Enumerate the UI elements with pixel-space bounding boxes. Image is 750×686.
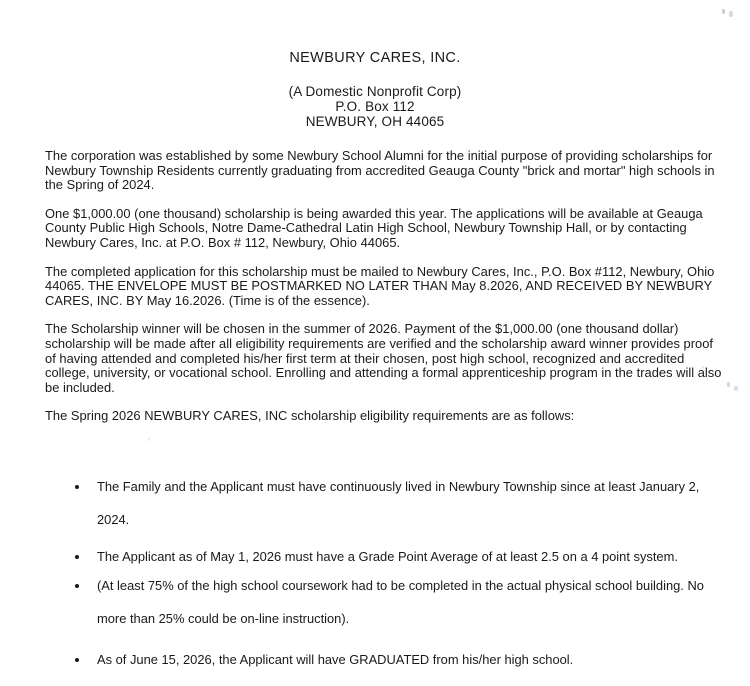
scan-artifact-speckle xyxy=(722,9,725,14)
organization-address-block xyxy=(0,84,750,130)
address-line-entity-type: (A Domestic Nonprofit Corp) xyxy=(288,84,462,99)
eligibility-requirements-list xyxy=(45,470,735,667)
list-item-label: As of June 15, 2026, the Applicant will have GRADUATED from his/her high school. xyxy=(97,651,574,667)
bullet-icon xyxy=(75,658,79,662)
list-item-label: (At least 75% of the high school coursework had to be completed in the actual physical school building. No more than 25% could be on-line instruction). xyxy=(97,577,704,626)
list-spacer xyxy=(45,536,735,550)
paragraph-eligibility-intro: The Spring 2026 NEWBURY CARES, INC scholarship eligibility requirements are as follows: xyxy=(45,408,575,424)
document-body xyxy=(45,149,725,439)
list-item xyxy=(45,470,735,536)
paragraph-payment-terms: The Scholarship winner will be chosen in the summer of 2026. Payment of the $1,000.00 (one thousand dollar) scholarship will be made after all eligibility requirements are verified and the scholarship award winner provides proof of having attended and completed his/her first term at their chosen, post high school, recognized and accredited college, university, or vocational school. Enrolling and attending a formal apprenticeship program in the trades will also be included. xyxy=(45,321,722,395)
scan-artifact-speckle xyxy=(727,382,730,387)
paragraph-mailing-deadline: The completed application for this scholarship must be mailed to Newbury Cares, Inc., P.O. Box #112, Newbury, Ohio 44065. THE ENVELOPE MUST BE POSTMARKED NO LATER THAN May 8.2026, AND RECEIVED BY NEWBURY CARES, INC. BY May 16.2026. (Time is of the essence). xyxy=(45,263,715,308)
list-item-label: The Applicant as of May 1, 2026 must have a Grade Point Average of at least 2.5 on a 4 point system. xyxy=(97,549,678,564)
address-line-po-box: P.O. Box 112 xyxy=(335,99,415,115)
list-item-label: The Family and the Applicant must have continuously lived in Newbury Township since at least January 2, 2024. xyxy=(97,479,700,527)
bullet-icon xyxy=(75,584,79,588)
list-item xyxy=(45,550,735,565)
bullet-icon xyxy=(75,485,79,489)
list-item xyxy=(45,653,735,668)
list-spacer xyxy=(45,635,735,653)
bullet-icon xyxy=(75,555,79,559)
organization-title: NEWBURY CARES, INC. xyxy=(289,50,461,66)
address-line-city-state-zip: NEWBURY, OH 44065 xyxy=(305,114,445,130)
scan-artifact-speckle xyxy=(734,386,738,391)
paragraph-award-availability: One $1,000.00 (one thousand) scholarship is being awarded this year. The applications will be available at Geauga County Public High Schools, Notre Dame-Cathedral Latin High School, Newbury Township Hall, or by contacting Newbury Cares, Inc. at P.O. Box # 112, Newbury, Ohio 44065. xyxy=(45,205,703,250)
paragraph-purpose: The corporation was established by some Newbury School Alumni for the initial purpose of providing scholarships for Newbury Township Residents currently graduating from accredited Geauga County "brick and mortar" high schools in the Spring of 2024. xyxy=(45,148,715,193)
list-item xyxy=(45,569,735,635)
scan-artifact-speckle xyxy=(729,11,733,17)
